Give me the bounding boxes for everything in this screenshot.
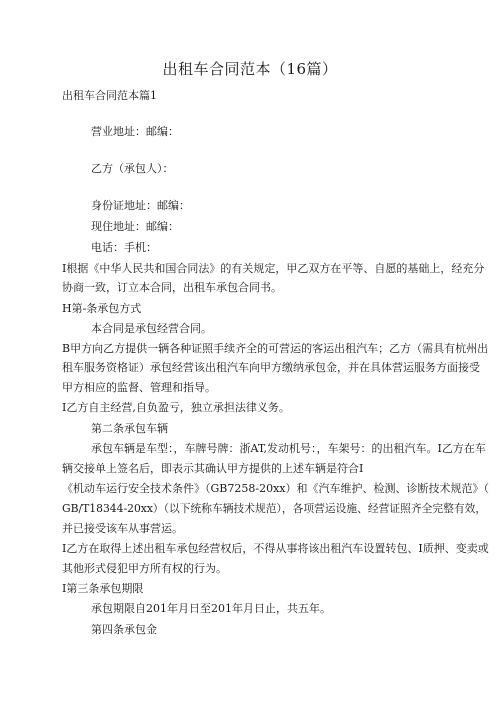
section-heading: 第二条承包车辆: [91, 422, 168, 435]
body-paragraph-line: 本合同是承包经营合同。: [91, 322, 212, 335]
body-paragraph-line: 租车服务资格证）承包经营该出租汽车向甲方缴纳承包金，并在具体营运服务方面接受: [62, 361, 480, 374]
id-address-line: 身份证地址：邮编：: [91, 199, 190, 212]
business-address-line: 营业地址：邮编：: [91, 125, 179, 138]
body-paragraph-line: 甲方相应的监督、管理和指导。: [62, 381, 216, 394]
body-paragraph-line: 承包期限自201年月日至201年月日止，共五年。: [91, 602, 331, 615]
body-paragraph-line: 并已接受该车从事营运。: [62, 522, 183, 535]
section-heading: H第-条承包方式: [62, 302, 142, 315]
body-paragraph-line: 辆交接单上签名后，即表示其确认甲方提供的上述车辆是符合I: [62, 462, 364, 475]
article-heading: 出租车合同范本篇1: [62, 89, 157, 102]
body-paragraph-line: I乙方自主经营,自负盈亏，独立承担法律义务。: [62, 401, 290, 414]
body-paragraph-line: 协商一致，订立本合同，出租车承包合同书。: [62, 281, 282, 294]
document-title: 出租车合同范本（16篇）: [162, 60, 338, 78]
current-address-line: 现住地址：邮编：: [91, 220, 179, 233]
body-paragraph-line: 《机动车运行安全技术条件》（GB7258-20xx）和《汽车维护、检测、诊断技术规范》（: [62, 482, 489, 495]
body-paragraph-line: GB/T18344-20xx）（以下统称车辆技术规范），各项营运设施、经营证照齐全完整有效，: [62, 502, 487, 515]
body-paragraph-line: 承包车辆是车型：，车牌号牌：浙AT,发动机号：，车架号：的出租汽车。I乙方在车: [91, 442, 486, 455]
section-heading: I第三条承包期限: [62, 582, 144, 595]
body-paragraph-line: B甲方向乙方提供一辆各种证照手续齐全的可营运的客运出租汽车；乙方（需具有杭州出: [62, 342, 489, 355]
body-paragraph-line: I乙方在取得上述出租车承包经营权后，不得从事将该出租汽车设置转包、I质押、变卖或: [62, 542, 489, 555]
phone-line: 电话：手机：: [91, 241, 157, 254]
body-paragraph-line: I根据《中华人民共和国合同法》的有关规定，甲乙双方在平等、自愿的基础上，经充分: [62, 262, 485, 275]
party-b-line: 乙方（承包人）：: [91, 162, 174, 175]
body-paragraph-line: 其他形式侵犯甲方所有权的行为。: [62, 562, 227, 575]
section-heading: 第四条承包金: [91, 623, 157, 636]
